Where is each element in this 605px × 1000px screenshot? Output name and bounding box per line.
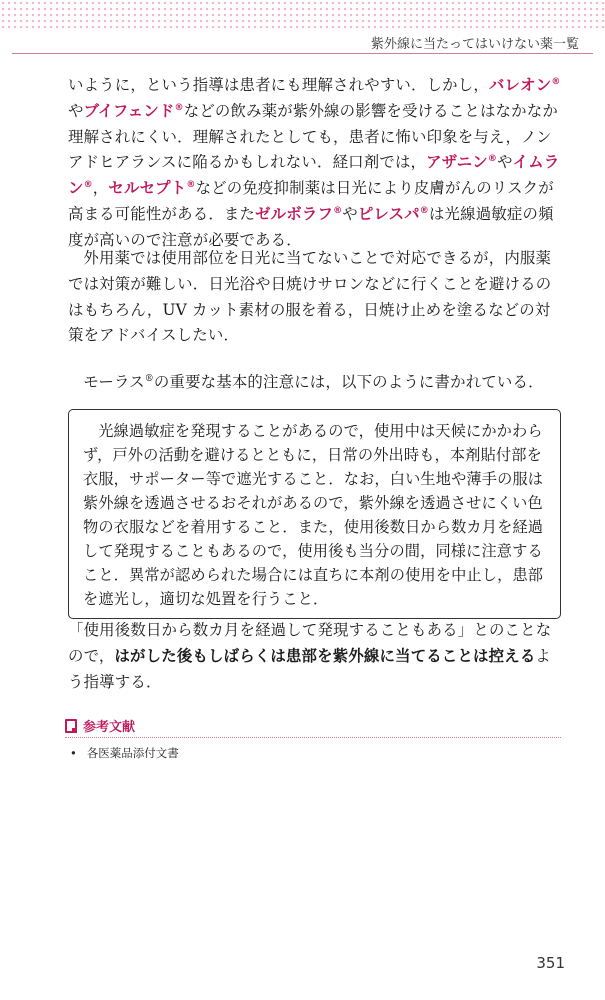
drug-name-azanin: アザニン® [426, 153, 498, 172]
quote-text: 光線過敏症を発現することがあるので，使用中は天候にかかわらず，戸外の活動を避けるとともに，日常の外出時も，本剤貼付部を衣服，サポーター等で遮光すること．なお，白い生地や薄手の服は紫外線を透過させるおそれがあるので，紫外線を透過させにくい色物の衣服などを着用すること．また，使用後数日から数カ月を経過して発現することもあるので，使用後も当分の間，同様に注意すること．異常が認められた場合には直ちに本剤の使用を中止し，患部を遮光し，適切な処置を行うこと． [83, 422, 544, 608]
text-segment: いように，という指導は患者にも理解されやすい．しかし， [68, 76, 489, 94]
paragraph-3: モーラス®の重要な基本的注意には，以下のように書かれている． [83, 373, 544, 391]
reference-item: • 各医薬品添付文書 [70, 745, 179, 761]
running-header-title: 紫外線に当たってはいけない薬一覧 [370, 37, 579, 52]
references-list [70, 745, 179, 761]
emphasis-text: はがした後もしばらくは患部を紫外線に当てることは控える [114, 646, 536, 665]
paragraph-1: いように，という指導は患者にも理解されやすい．しかし，バレオン®やブイフェンド®などの飲み薬が紫外線の影響を受けることはなかなか理解されにくい．理解されたとしても，患者に怖い印象を与え，ノンアドヒアランスに陥るかもしれない．経口剤では，アザニン®やイムラン®，セルセプト®などの免疫抑制薬は日光により皮膚がんのリスクが高まる可能性がある．またゼルボラフ®やピレスパ®は光線過敏症の頻度が高いので注意が必要である． [68, 76, 561, 249]
page-number: 351 [536, 954, 565, 972]
drug-name-imuran: イムラン® [68, 153, 560, 198]
drug-name-zelboraf: ゼルボラフ® [255, 204, 343, 223]
document-icon [65, 719, 77, 733]
header-divider [12, 53, 593, 54]
drug-name-valeon: バレオン® [488, 76, 561, 94]
references-header [65, 716, 135, 735]
drug-name-vfend: ブイフェンド® [83, 101, 184, 120]
drug-name-pirespa: ピレスパ® [357, 204, 429, 223]
quote-box [68, 409, 561, 619]
drug-name-cellcept: セルセプト® [108, 179, 196, 198]
paragraph-4: 「使用後数日から数カ月を経過して発現することもある」とのことなので，はがした後もしばらくは患部を紫外線に当てることは控えるよう指導する． [68, 621, 552, 691]
references-divider [65, 737, 561, 738]
decorative-dot-pattern [0, 0, 605, 30]
references-title: 参考文献 [83, 720, 136, 735]
paragraph-2: 外用薬では使用部位を日光に当てないことで対応できるが，内服薬では対策が難しい．日光浴や日焼けサロンなどに行くことを避けるのはもちろん，UV カット素材の服を着る，日焼け止めを塗るなどの対策をアドバイスしたい． [68, 249, 552, 345]
